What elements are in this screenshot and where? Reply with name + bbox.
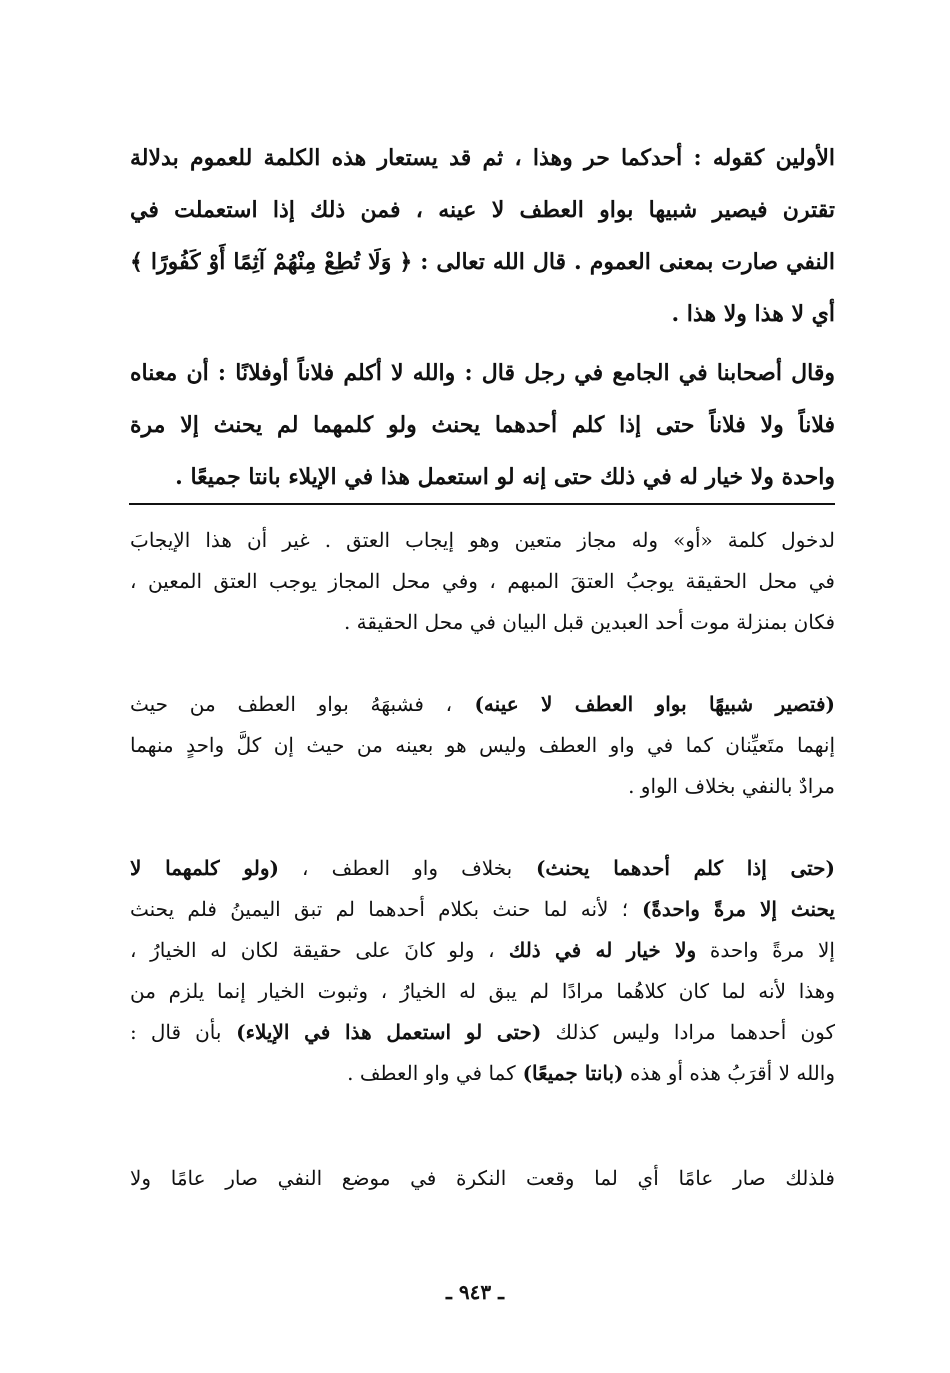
commentary-text: إنهما متَعيِّنان كما في واو العطف وليس هو بعينه من حيث إن كلَّ واحدٍ منهما (130, 733, 835, 757)
commentary-text: ؛ لأنه لما حنث بكلام أحدهما لم تبق اليمينُ فلم يحنث (130, 897, 629, 921)
commentary-text: كون أحدهما مرادا وليس كذلك (541, 1020, 835, 1044)
text-line: واحدة ولا خيار له في ذلك حتى إنه لو استعمل هذا في الإيلاء بانتا جميعًا . (175, 464, 835, 490)
text-line: في محل الحقيقة يوجبُ العتقَ المبهم ، وفي محل المجاز يوجب العتق المعين ، (130, 569, 835, 593)
footnote-divider (129, 503, 835, 505)
quoted-matn: (ولو كلمهما لا (130, 856, 279, 880)
text-line: تقترن فيصير شبيها بواو العطف لا عينه ، فمن ذلك إذا استعملت في (130, 197, 835, 223)
commentary-text: ، ولو كانَ على حقيقة لكان له الخيارُ ، (130, 938, 495, 962)
commentary-text: بخلاف واو العطف ، (278, 856, 513, 880)
text-line (130, 930, 835, 971)
quoted-matn: (فتصير شبيهًا بواو العطف لا عينه) (452, 692, 835, 716)
main-paragraph-1 (130, 132, 835, 340)
text-line: الأولين كقوله : أحدكما حر وهذا ، ثم قد يستعار هذه الكلمة للعموم بدلالة (130, 145, 835, 171)
text-line: أي لا هذا ولا هذا . (671, 301, 835, 327)
quoted-matn: (بانتا جميعًا) (515, 1061, 624, 1085)
text-line: النفي صارت بمعنى العموم . قال الله تعالى : ﴿ وَلَا تُطِعْ مِنْهُمْ آثِمًا أَوْ كَفُورًا ﴾ (130, 249, 835, 275)
commentary-paragraph-2 (130, 684, 835, 807)
commentary-text: إلا مرةً واحدة (696, 938, 835, 962)
quoted-matn: (حتى إذا كلم أحدهما يحنث) (512, 856, 835, 880)
text-line: وقال أصحابنا في الجامع في رجل قال : والله لا أكلم فلاناً أوفلانًا : أن معناه (130, 360, 835, 386)
main-paragraph-2 (130, 347, 835, 503)
text-line (130, 725, 835, 766)
commentary-text: والله لا أقرَبُ هذه أو هذه (623, 1061, 835, 1085)
commentary-text: بأن قال : (130, 1020, 222, 1044)
page-number: ـ ٩٤٣ ـ (446, 1280, 504, 1304)
text-line (130, 766, 835, 807)
commentary-paragraph-3 (130, 848, 835, 1094)
commentary-text: ، فشبهَهُ بواو العطف من حيث (130, 692, 453, 716)
text-line: لدخول كلمة «أو» وله مجاز متعين وهو إيجاب العتق . غير أن هذا الإيجابَ (130, 528, 835, 552)
text-line: فلاناً ولا فلاناً حتى إذا كلم أحدهما يحنث ولو كلمهما لم يحنث إلا مرة (130, 412, 835, 438)
text-line (130, 1053, 835, 1094)
commentary-text: كما في واو العطف . (347, 1061, 516, 1085)
quoted-matn: (حتى لو استعمل هذا في الإيلاء) (221, 1020, 542, 1044)
text-line (130, 848, 835, 889)
commentary-paragraph-4 (130, 1158, 835, 1199)
text-line: فكان بمنزلة موت أحد العبدين قبل البيان في محل الحقيقة . (343, 610, 835, 634)
text-line (130, 684, 835, 725)
commentary-paragraph-1 (130, 520, 835, 643)
commentary-text: مرادٌ بالنفي بخلاف الواو . (628, 774, 835, 798)
text-line (130, 889, 835, 930)
quoted-matn: ولا خيار له في ذلك (494, 938, 697, 962)
text-line (130, 1012, 835, 1053)
commentary-text: وهذا لأنه لما كان كلاهُما مرادًا لم يبق له الخيارُ ، وثبوت الخيار إنما يلزم من (130, 979, 835, 1003)
text-line: فلذلك صار عامًا أي لما وقعت النكرة في موضع النفي صار عامًا ولا (130, 1166, 835, 1190)
quoted-matn: يحنث إلا مرةً واحدةً) (628, 897, 835, 921)
text-line (130, 971, 835, 1012)
